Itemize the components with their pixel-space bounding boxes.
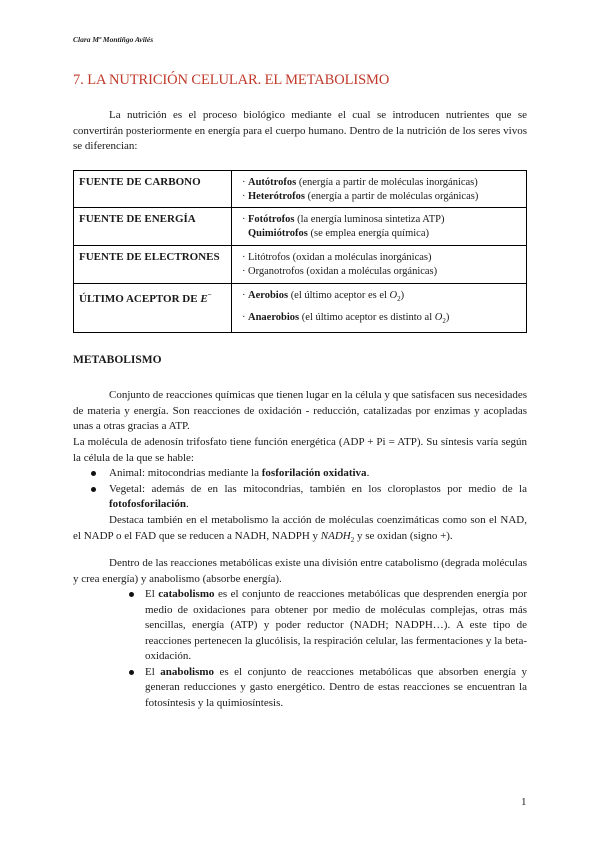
coenzyme-paragraph: Destaca también en el metabolismo la acción de moléculas coenzimáticas como son el NAD, el NADP o el FAD que se reducen a NADH, NADPH y $NADH_2$ y se oxidan (signo +). bbox=[73, 514, 527, 544]
table-item: · Heterótrofos (energía a partir de moléculas orgánicas) bbox=[242, 190, 479, 202]
section-title: METABOLISMO bbox=[73, 354, 162, 366]
page-header: Clara Mª Montiñgo Avilés bbox=[73, 35, 154, 44]
table-values bbox=[232, 208, 527, 246]
table-values bbox=[232, 284, 527, 333]
table-key: ÚLTIMO ACEPTOR DE E− bbox=[74, 284, 232, 333]
table-row bbox=[74, 208, 527, 246]
bullet-icon bbox=[129, 592, 134, 597]
table-values bbox=[232, 171, 527, 208]
bullet-icon bbox=[129, 670, 134, 675]
table-key: FUENTE DE CARBONO bbox=[74, 171, 232, 208]
division-paragraph: Dentro de las reacciones metabólicas existe una división entre catabolismo (degrada moléculas y crea energía) y anabolismo (absorbe energía). bbox=[73, 557, 527, 585]
list-item: Vegetal: además de en las mitocondrias, también en los cloroplastos por medio de la fotofosforilación. bbox=[73, 482, 527, 513]
list-item: El catabolismo es el conjunto de reacciones metabólicas que desprenden energía por medio de oxidaciones para obtener por medio de moléculas complejas, otras más sencillas, energía (ATP) y poder reductor (NADH; NADPH…). A este tipo de reacciones pertenecen la glucólisis, la respiración celular, las fermentaciones y la beta-oxidación. bbox=[145, 587, 527, 665]
table-item: · Organotrofos (oxidan a moléculas orgánicas) bbox=[242, 265, 438, 277]
list-item: El anabolismo es el conjunto de reacciones metabólicas que absorben energía y generan reducciones y gasto energético. Dentro de estas reacciones se encuentran la fotosíntesis y la quimiosíntesis. bbox=[145, 665, 527, 712]
table-key: FUENTE DE ELECTRONES bbox=[74, 246, 232, 284]
table-item: · Litótrofos (oxidan a moléculas inorgánicas) bbox=[242, 252, 432, 263]
metabolism-paragraph: Conjunto de reacciones químicas que tienen lugar en la célula y que satisfacen sus necesidades de materia y energía. Son reacciones de oxidación - reducción, catalizadas por enzimas y acopladas unas a otras gracias a ATP. bbox=[73, 389, 527, 432]
table-item: Quimiótrofos (se emplea energía química) bbox=[248, 227, 429, 239]
metabolism-types-list bbox=[145, 587, 527, 711]
bullet-icon bbox=[91, 471, 96, 476]
table-row bbox=[74, 284, 527, 333]
atp-paragraph: La molécula de adenosín trifosfato tiene función energética (ADP + Pi = ATP). Su síntesis varía según la célula de la que se hable: bbox=[73, 436, 527, 464]
table-item: · Anaerobios (el último aceptor es distinto al $O_2$) bbox=[242, 311, 450, 325]
list-item: Animal: mitocondrias mediante la fosforilación oxidativa. bbox=[73, 466, 527, 482]
intro-paragraph: La nutrición es el proceso biológico mediante el cual se introducen nutrientes que se convertirán posteriormente en energía para el cuerpo humano. Dentro de la nutrición de los seres vivos se diferencian: bbox=[73, 109, 527, 152]
nutrition-table bbox=[73, 170, 527, 333]
atp-synthesis-list bbox=[73, 466, 527, 513]
table-row bbox=[74, 246, 527, 284]
table-item: · Fotótrofos (la energía luminosa sintetiza ATP) bbox=[242, 214, 445, 225]
page-number: 1 bbox=[521, 796, 527, 808]
table-values bbox=[232, 246, 527, 284]
table-key: FUENTE DE ENERGÍA bbox=[74, 208, 232, 246]
table-row bbox=[74, 171, 527, 208]
electron-symbol: E bbox=[200, 293, 208, 305]
table-item: · Aerobios (el último aceptor es el $O_2$) bbox=[242, 290, 405, 303]
table-item: · Autótrofos (energía a partir de moléculas inorgánicas) bbox=[242, 177, 478, 188]
page-title: 7. LA NUTRICIÓN CELULAR. EL METABOLISMO bbox=[73, 72, 390, 88]
bullet-icon bbox=[91, 487, 96, 492]
